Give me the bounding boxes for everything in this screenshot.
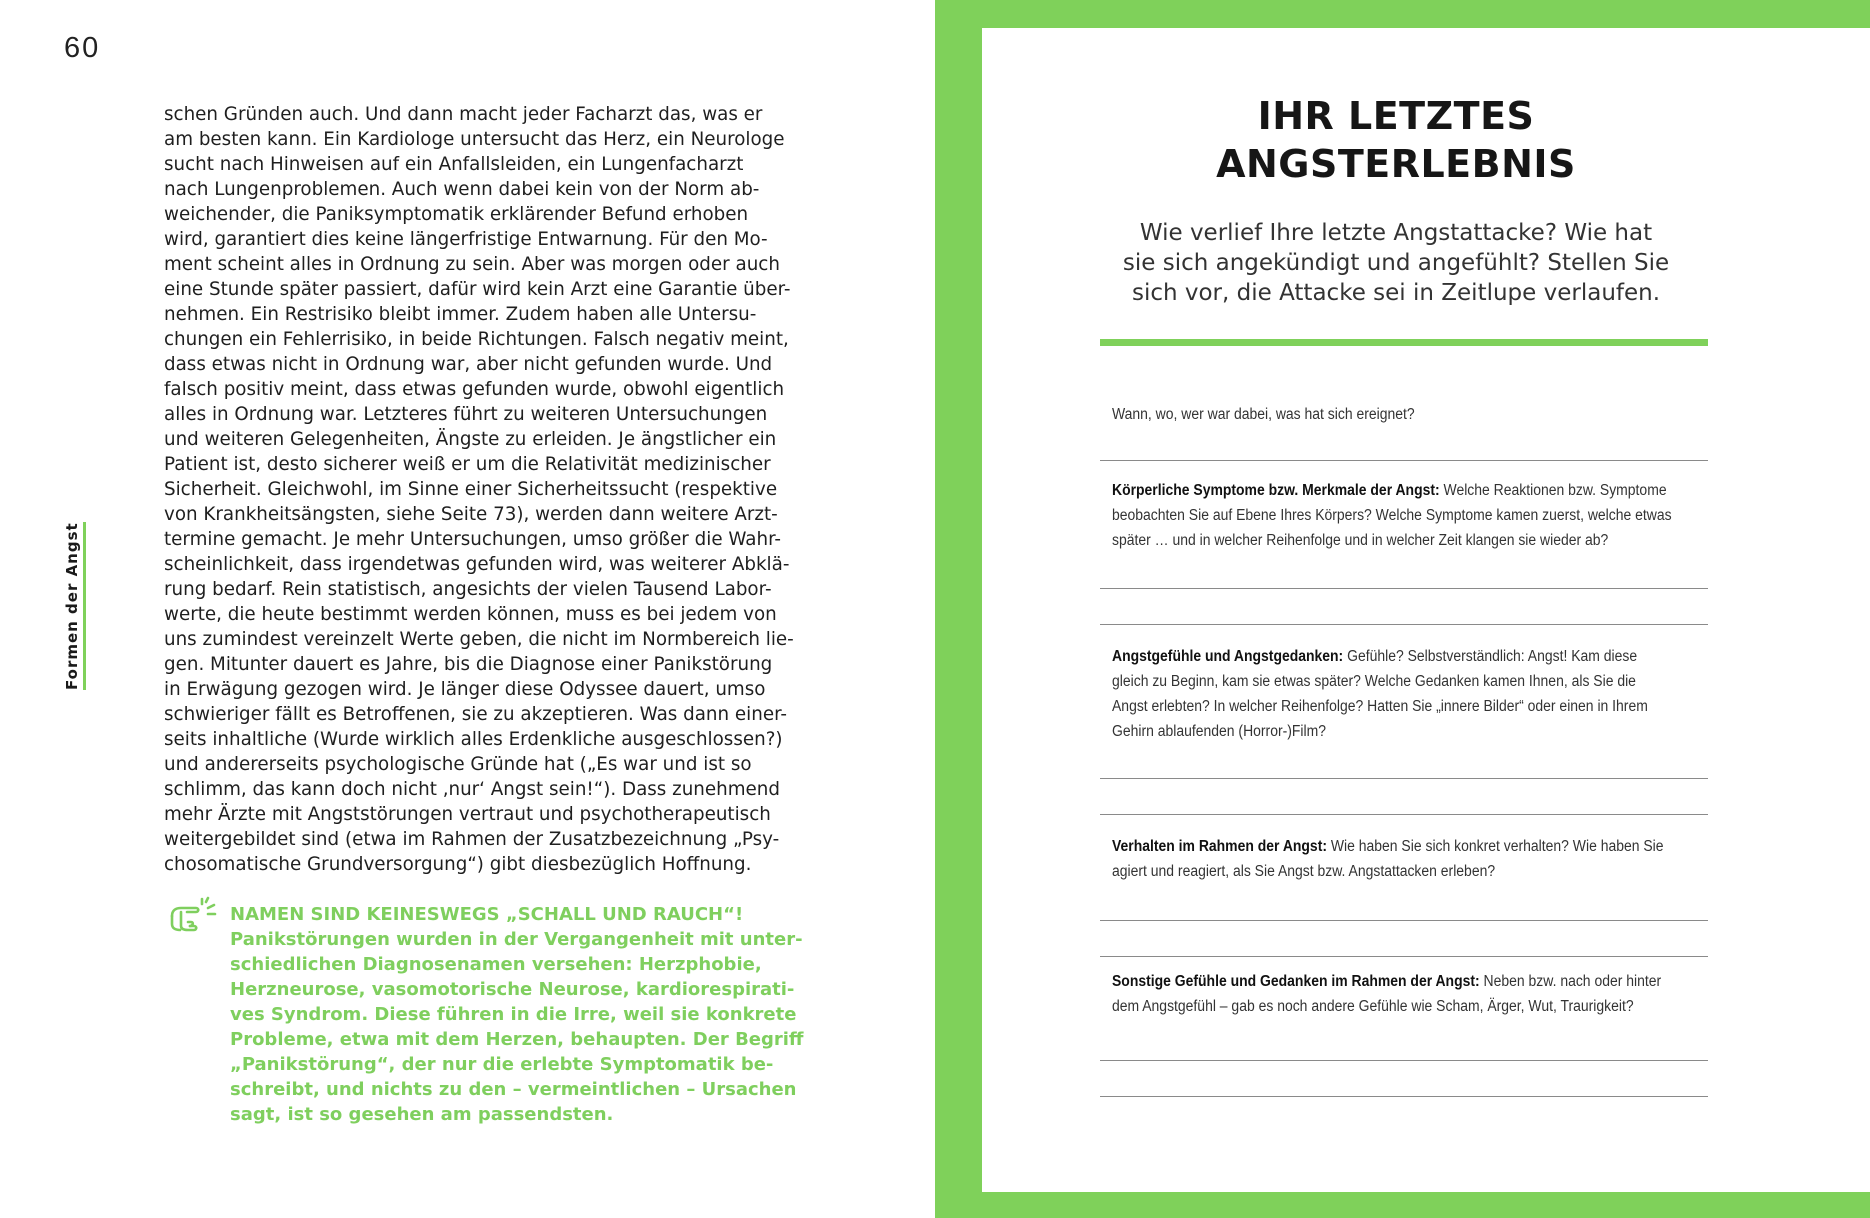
writing-line[interactable] — [1100, 588, 1708, 589]
question-other-feelings — [1112, 969, 1662, 1019]
title-line: ANGSTERLEBNIS — [1216, 142, 1576, 186]
question-line: Angst erlebten? In welcher Reihenfolge? Hatten Sie „innere Bilder“ oder einen in Ihrem — [1112, 698, 1648, 715]
hint-line: Panikstörungen wurden in der Vergangenheit mit unter- — [230, 929, 803, 950]
question-label: Angstgefühle und Angstgedanken: — [1112, 648, 1344, 665]
body-line: am besten kann. Ein Kardiologe untersucht das Herz, ein Neurologe — [164, 129, 785, 150]
question-line: Sonstige Gefühle und Gedanken im Rahmen der Angst: Neben bzw. nach oder hinter — [1112, 973, 1662, 990]
hint-heading: NAMEN SIND KEINESWEGS „SCHALL UND RAUCH“! — [230, 904, 744, 925]
body-line: uns zumindest vereinzelt Werte geben, die nicht im Normbereich lie- — [164, 629, 794, 650]
body-line: sucht nach Hinweisen auf ein Anfallsleiden, ein Lungenfacharzt — [164, 154, 744, 175]
body-line: in Erwägung gezogen wird. Je länger diese Odyssee dauert, umso — [164, 679, 766, 700]
body-line: rung bedarf. Rein statistisch, angesichts der vielen Tausend Labor- — [164, 579, 772, 600]
hint-line: sagt, ist so gesehen am passendsten. — [230, 1104, 614, 1125]
title-line: IHR LETZTES — [1257, 94, 1535, 138]
body-line: nach Lungenproblemen. Auch wenn dabei kein von der Norm ab- — [164, 179, 760, 200]
worksheet-title — [1100, 92, 1692, 188]
section-label-text: Formen der Angst — [63, 522, 86, 690]
body-line: falsch positiv meint, dass etwas gefunden wurde, obwohl eigentlich — [164, 379, 785, 400]
body-line: chungen ein Fehlerrisiko, in beide Richtungen. Falsch negativ meint, — [164, 329, 789, 350]
body-line: schen Gründen auch. Und dann macht jeder Facharzt das, was er — [164, 104, 763, 125]
writing-line[interactable] — [1100, 920, 1708, 921]
hint-line: schiedlichen Diagnosenamen versehen: Herzphobie, — [230, 954, 762, 975]
writing-line[interactable] — [1100, 778, 1708, 779]
intro-line: Wie verlief Ihre letzte Angstattacke? Wie hat — [1139, 220, 1653, 246]
body-line: dass etwas nicht in Ordnung war, aber nicht gefunden wurde. Und — [164, 354, 773, 375]
body-line: schlimm, das kann doch nicht ‚nur‘ Angst sein!“). Dass zunehmend — [164, 779, 780, 800]
body-line: weitergebildet sind (etwa im Rahmen der Zusatzbezeichnung „Psy- — [164, 829, 780, 850]
writing-line[interactable] — [1100, 460, 1708, 461]
section-label — [62, 522, 86, 690]
body-line: scheinlichkeit, dass irgendetwas gefunden wird, was weiterer Abklä- — [164, 554, 790, 575]
question-line: gleich zu Beginn, kam sie etwas später? Welche Gedanken kamen Ihnen, als Sie die — [1112, 673, 1636, 690]
pointing-hand-icon — [168, 896, 220, 936]
hint-box-text — [230, 902, 804, 1127]
hint-line: „Panikstörung“, der nur die erlebte Symptomatik be- — [230, 1054, 774, 1075]
body-line: eine Stunde später passiert, dafür wird kein Arzt eine Garantie über- — [164, 279, 791, 300]
intro-line: sich vor, die Attacke sei in Zeitlupe verlaufen. — [1131, 280, 1661, 306]
question-line: Gehirn ablaufenden (Horror-)Film? — [1112, 723, 1326, 740]
hint-line: Herzneurose, vasomotorische Neurose, kardiorespirati- — [230, 979, 795, 1000]
writing-line[interactable] — [1100, 1096, 1708, 1097]
body-line: termine gemacht. Je mehr Untersuchungen, umso größer die Wahr- — [164, 529, 782, 550]
body-text — [164, 102, 794, 877]
body-line: nehmen. Ein Restrisiko bleibt immer. Zudem haben alle Untersu- — [164, 304, 757, 325]
page-number: 60 — [64, 32, 101, 64]
question-line: agiert und reagiert, als Sie Angst bzw. Angstattacken erleben? — [1112, 863, 1496, 880]
writing-line[interactable] — [1100, 1060, 1708, 1061]
body-line: werte, die heute bestimmt werden können, muss es bei jedem von — [164, 604, 777, 625]
question-label: Körperliche Symptome bzw. Merkmale der Angst: — [1112, 482, 1440, 499]
hint-line: Probleme, etwa mit dem Herzen, behaupten. Der Begriff — [230, 1029, 804, 1050]
body-line: seits inhaltliche (Wurde wirklich alles Erdenkliche ausgeschlossen?) — [164, 729, 783, 750]
body-line: mehr Ärzte mit Angststörungen vertraut und psychotherapeutisch — [164, 804, 771, 825]
question-line: dem Angstgefühl – gab es noch andere Gefühle wie Scham, Ärger, Wut, Traurigkeit? — [1112, 998, 1634, 1015]
body-line: von Krankheitsängsten, siehe Seite 73), werden dann weitere Arzt- — [164, 504, 778, 525]
worksheet-intro — [1100, 218, 1692, 308]
intro-line: sie sich angekündigt und angefühlt? Stellen Sie — [1122, 250, 1670, 276]
question-fear-feelings — [1112, 644, 1652, 744]
body-line: Patient ist, desto sicherer weiß er um die Relativität medizinischer — [164, 454, 771, 475]
hint-line: ves Syndrom. Diese führen in die Irre, weil sie konkrete — [230, 1004, 797, 1025]
body-line: gen. Mitunter dauert es Jahre, bis die Diagnose einer Panikstörung — [164, 654, 773, 675]
hint-line: schreibt, und nichts zu den – vermeintlichen – Ursachen — [230, 1079, 797, 1100]
body-line: weichender, die Paniksymptomatik erklärender Befund erhoben — [164, 204, 749, 225]
writing-line[interactable] — [1100, 624, 1708, 625]
body-line: chosomatische Grundversorgung“) gibt diesbezüglich Hoffnung. — [164, 854, 752, 875]
question-line: Angstgefühle und Angstgedanken: Gefühle? Selbstverständlich: Angst! Kam diese — [1112, 648, 1638, 665]
question-line: später … und in welcher Reihenfolge und in welcher Zeit klangen sie wieder ab? — [1112, 532, 1609, 549]
green-divider — [1100, 339, 1708, 346]
body-line: alles in Ordnung war. Letzteres führt zu weiteren Untersuchungen — [164, 404, 768, 425]
question-line: Wann, wo, wer war dabei, was hat sich ereignet? — [1112, 406, 1415, 423]
question-body-symptoms — [1112, 478, 1672, 553]
body-line: Sicherheit. Gleichwohl, im Sinne einer Sicherheitssucht (respektive — [164, 479, 778, 500]
question-label: Sonstige Gefühle und Gedanken im Rahmen der Angst: — [1112, 973, 1480, 990]
body-line: und weiteren Gelegenheiten, Ängste zu erleiden. Je ängstlicher ein — [164, 429, 777, 450]
question-line: Verhalten im Rahmen der Angst: Wie haben Sie sich konkret verhalten? Wie haben Sie — [1112, 838, 1664, 855]
body-line: und andererseits psychologische Gründe hat („Es war und ist so — [164, 754, 752, 775]
body-line: schwieriger fällt es Betroffenen, sie zu akzeptieren. Was dann einer- — [164, 704, 788, 725]
question-label: Verhalten im Rahmen der Angst: — [1112, 838, 1327, 855]
body-line: ment scheint alles in Ordnung zu sein. Aber was morgen oder auch — [164, 254, 780, 275]
writing-line[interactable] — [1100, 814, 1708, 815]
writing-line[interactable] — [1100, 956, 1708, 957]
question-line: Körperliche Symptome bzw. Merkmale der Angst: Welche Reaktionen bzw. Symptome — [1112, 482, 1667, 499]
question-line: beobachten Sie auf Ebene Ihres Körpers? Welche Symptome kamen zuerst, welche etwas — [1112, 507, 1672, 524]
question-behavior — [1112, 834, 1664, 884]
body-line: wird, garantiert dies keine längerfristige Entwarnung. Für den Mo- — [164, 229, 768, 250]
question-when-where — [1112, 402, 1652, 427]
